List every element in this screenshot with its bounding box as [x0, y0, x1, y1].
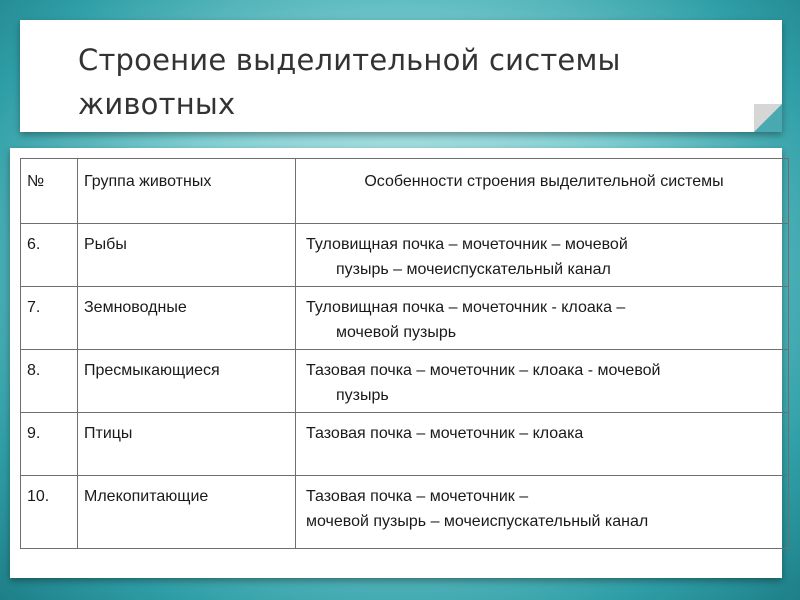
row-features: [296, 224, 789, 287]
row-number: 6.: [21, 224, 78, 287]
row-animal-group: Млекопитающие: [78, 476, 296, 549]
title-card: [20, 20, 782, 132]
row-number: 8.: [21, 350, 78, 413]
table-row: [21, 476, 789, 549]
features-line-2: пузырь: [336, 387, 389, 404]
table-row: [21, 413, 789, 476]
features-line-1: Тазовая почка – мочеточник – клоака - мочевой: [306, 362, 661, 379]
header-animal-group: Группа животных: [78, 159, 296, 224]
row-number: 9.: [21, 413, 78, 476]
slide-title: Строение выделительной системы животных: [78, 43, 621, 121]
features-line-1: Тазовая почка – мочеточник – клоака: [306, 425, 584, 442]
row-animal-group: Пресмыкающиеся: [78, 350, 296, 413]
table-header-row: [21, 159, 789, 224]
features-line-1: Туловищная почка – мочеточник – мочевой: [306, 236, 628, 253]
row-features: [296, 350, 789, 413]
row-number: 10.: [21, 476, 78, 549]
table-row: [21, 287, 789, 350]
features-line-1: Тазовая почка – мочеточник –: [306, 488, 529, 505]
excretory-system-table: [20, 158, 789, 549]
row-number: 7.: [21, 287, 78, 350]
row-animal-group: Рыбы: [78, 224, 296, 287]
features-line-1: Туловищная почка – мочеточник - клоака –: [306, 299, 626, 316]
page-curl-decoration: [754, 104, 782, 132]
row-animal-group: Земноводные: [78, 287, 296, 350]
table-row: [21, 350, 789, 413]
row-features: [296, 476, 789, 549]
table-card: [10, 148, 782, 578]
table-row: [21, 224, 789, 287]
features-line-2: пузырь – мочеиспускательный канал: [336, 261, 611, 278]
row-features: [296, 287, 789, 350]
row-features: [296, 413, 789, 476]
row-animal-group: Птицы: [78, 413, 296, 476]
features-line-2: мочевой пузырь – мочеиспускательный канал: [306, 513, 649, 530]
header-structure-features: Особенности строения выделительной системы: [296, 159, 789, 224]
header-number: №: [21, 159, 78, 224]
features-line-2: мочевой пузырь: [336, 324, 457, 341]
